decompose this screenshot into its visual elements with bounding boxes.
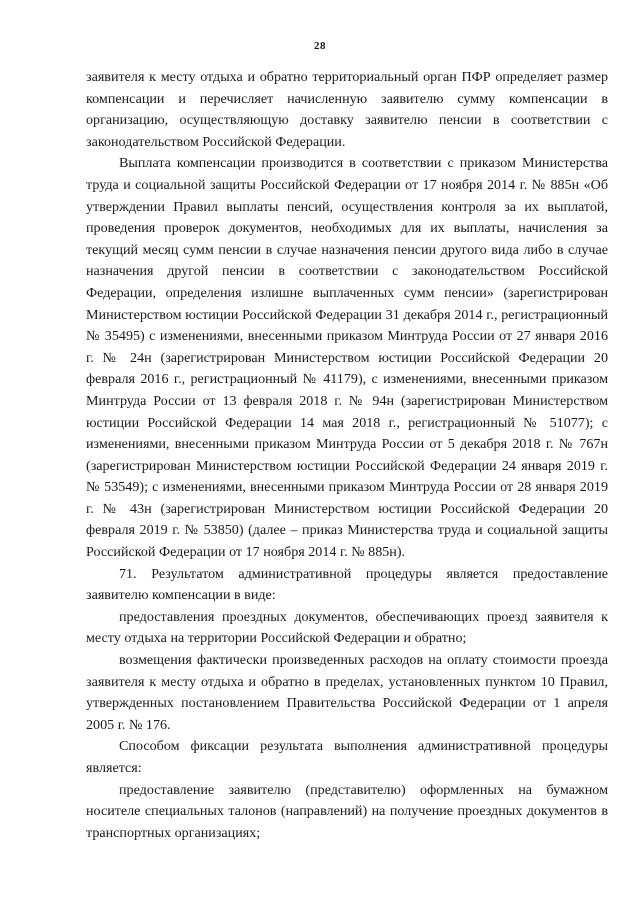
paragraph-travel-documents: предоставления проездных документов, обеспечивающих проезд заявителя к месту отдыха на территории Российской Федерации и обратно; [86,608,608,647]
paragraph-coupons: предоставление заявителю (представителю) оформленных на бумажном носителе специальных талонов (направлений) на получение проездных документов в транспортных организациях; [86,781,608,841]
paragraph-reimbursement: возмещения фактически произведенных расходов на оплату стоимости проезда заявителя к месту отдыха и обратно в пределах, установленных пунктом 10 Правил, утвержденных постановлением Правительства Российской Федерации от 1 апреля 2005 г. № 176. [86,652,608,733]
paragraph-payment-order: Выплата компенсации производится в соответствии с приказом Министерства труда и социальной защиты Российской Федерации от 17 ноября 2014 г. № 885н «Об утверждении Правил выплаты пенсий, осуществления контроля за их выплатой, проведения проверок документов, необходимых для их выплаты, начисления за текущий месяц сумм пенсии в случае назначения пенсии другого вида либо в случае назначения другой пенсии в соответствии с законодательством Российской Федерации, определения излишне выплаченных сумм пенсии» (зарегистрирован Министерством юстиции Российской Федерации 31 декабря 2014 г., регистрационный № 35495) с изменениями, внесенными приказом Минтруда России от 27 января 2016 г. № 24н (зарегистрирован Министерством юстиции Российской Федерации 20 февраля 2016 г., регистрационный № 41179), с изменениями, внесенными приказом Минтруда России от 13 февраля 2018 г. № 94н (зарегистрирован Министерством юстиции Российской Федерации 14 мая 2018 г., регистрационный № 51077); с изменениями, внесенными приказом Минтруда России от 5 декабря 2018 г. № 767н (зарегистрирован Министерством юстиции Российской Федерации 24 января 2019 г. № 53549); с изменениями, внесенными приказом Минтруда России от 28 января 2019 г. № 43н (зарегистрирован Министерством юстиции Российской Федерации 20 февраля 2019 г. № 53850) (далее – приказ Министерства труда и социальной защиты Российской Федерации от 17 ноября 2014 г. № 885н). [86,155,608,561]
page-number: 28 [314,40,326,52]
paragraph-fixation-method: Способом фиксации результата выполнения административной процедуры является: [86,738,608,776]
paragraph-continuation: заявителя к месту отдыха и обратно территориальный орган ПФР определяет размер компенсации и перечисляет начисленную заявителю сумму компенсации в организацию, осуществляющую доставку заявителю пенсии в соответствии с законодательством Российской Федерации. [86,69,608,150]
paragraph-clause-71: 71. Результатом административной процедуры является предоставление заявителю компенсации в виде: [86,565,608,604]
document-body [86,67,608,844]
